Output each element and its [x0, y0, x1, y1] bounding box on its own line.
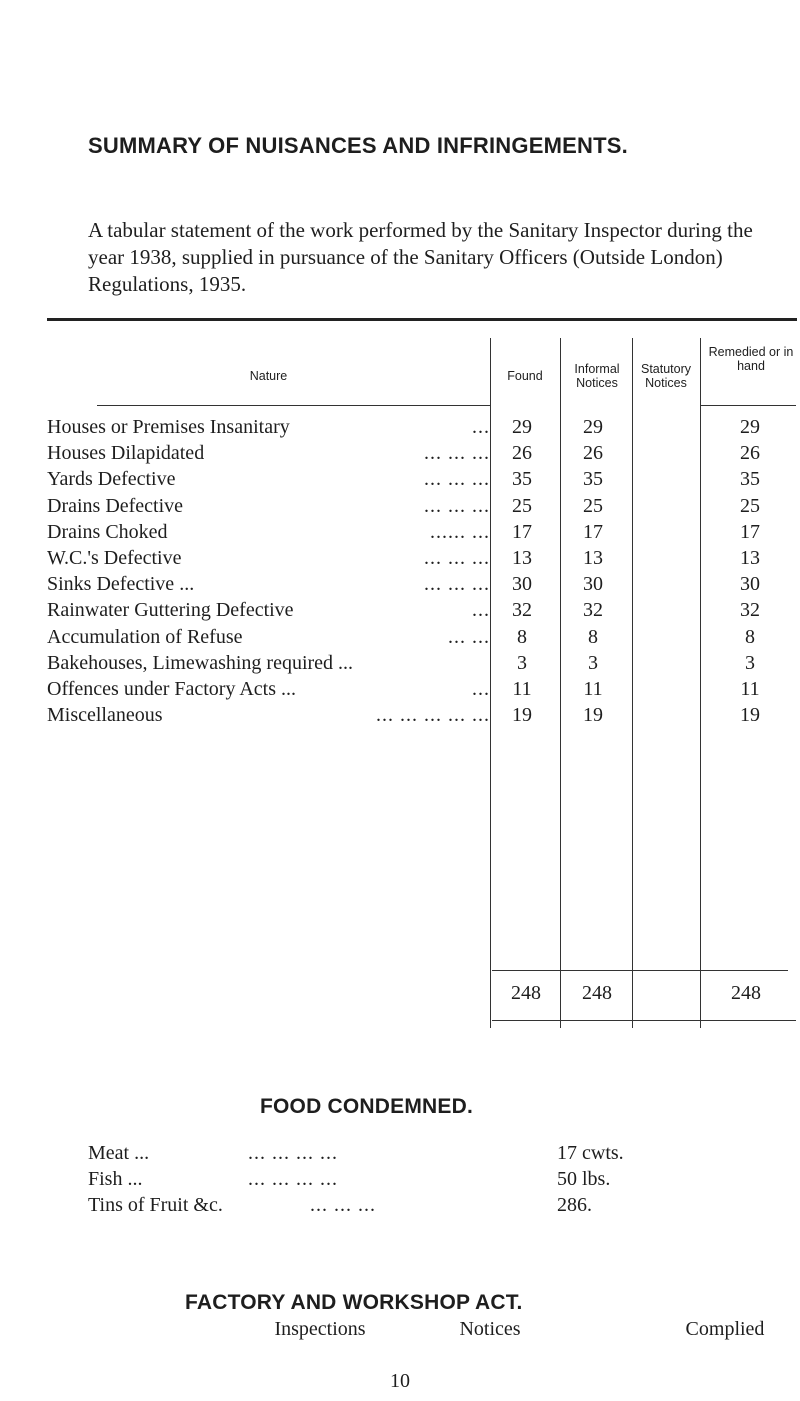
- food-value: 17 cwts.: [557, 1142, 624, 1164]
- list-item: [88, 1194, 648, 1220]
- cell-informal: 29: [583, 416, 603, 438]
- food-heading: FOOD CONDEMNED.: [260, 1095, 473, 1118]
- leader-dots: ...: [472, 599, 490, 621]
- cell-informal: 3: [588, 652, 598, 674]
- total-remedied: 248: [731, 982, 761, 1004]
- total-found: 248: [511, 982, 541, 1004]
- row-label: Houses Dilapidated: [47, 442, 205, 464]
- cell-remedied: 13: [740, 547, 760, 569]
- table-row: [47, 626, 795, 652]
- cell-remedied: 32: [740, 599, 760, 621]
- row-label: Drains Choked: [47, 521, 168, 543]
- cell-found: 30: [512, 573, 532, 595]
- cell-remedied: 8: [745, 626, 755, 648]
- row-label: W.C.'s Defective: [47, 547, 182, 569]
- leader-dots: ...: [472, 678, 490, 700]
- table-row: [47, 495, 795, 521]
- leader-dots: ... ... ...: [424, 573, 490, 595]
- col-header-nature: Nature: [249, 369, 288, 383]
- table-row: [47, 442, 795, 468]
- cell-informal: 35: [583, 468, 603, 490]
- leader-dots: ... ... ... ...: [248, 1168, 338, 1190]
- col-header-complied: Complied: [685, 1318, 765, 1340]
- cell-found: 17: [512, 521, 532, 543]
- cell-found: 26: [512, 442, 532, 464]
- cell-informal: 25: [583, 495, 603, 517]
- list-item: [88, 1168, 648, 1194]
- cell-remedied: 11: [740, 678, 760, 700]
- cell-found: 29: [512, 416, 532, 438]
- total-informal: 248: [582, 982, 612, 1004]
- col-header-informal: Informal Notices: [574, 362, 620, 390]
- table-row: [47, 521, 795, 547]
- leader-dots: ...... ...: [430, 521, 490, 543]
- table-row: [47, 678, 795, 704]
- header-rule: [700, 405, 796, 406]
- row-label: Accumulation of Refuse: [47, 626, 243, 648]
- table-top-rule: [47, 318, 797, 321]
- page-title: SUMMARY OF NUISANCES AND INFRINGEMENTS.: [88, 133, 628, 158]
- leader-dots: ... ... ...: [424, 547, 490, 569]
- leader-dots: ... ... ... ... ...: [376, 704, 490, 726]
- cell-found: 19: [512, 704, 532, 726]
- table-row: [47, 599, 795, 625]
- col-header-found: Found: [507, 369, 543, 383]
- totals-bottom-rule: [492, 1020, 796, 1021]
- cell-found: 32: [512, 599, 532, 621]
- food-label: Fish ...: [88, 1168, 143, 1190]
- row-label: Bakehouses, Limewashing required ...: [47, 652, 354, 674]
- cell-informal: 32: [583, 599, 603, 621]
- cell-informal: 19: [583, 704, 603, 726]
- row-label: Offences under Factory Acts ...: [47, 678, 297, 700]
- cell-informal: 30: [583, 573, 603, 595]
- leader-dots: ... ... ...: [424, 442, 490, 464]
- col-header-notices: Notices: [459, 1318, 521, 1340]
- table-row: [47, 468, 795, 494]
- intro-paragraph: A tabular statement of the work performed by the Sanitary Inspector during the year 1938, supplied in pursuance of the Sanitary Officers (Outside London) Regulations, 1935.: [88, 218, 753, 296]
- page-number: 10: [390, 1370, 410, 1392]
- table-row: [47, 652, 795, 678]
- cell-informal: 8: [588, 626, 598, 648]
- leader-dots: ... ... ...: [424, 495, 490, 517]
- food-value: 286.: [557, 1194, 592, 1216]
- cell-remedied: 17: [740, 521, 760, 543]
- row-label: Houses or Premises Insanitary: [47, 416, 290, 438]
- food-label: Meat ...: [88, 1142, 150, 1164]
- cell-found: 8: [517, 626, 527, 648]
- table-row: [47, 704, 795, 730]
- cell-informal: 26: [583, 442, 603, 464]
- col-header-remedied: Remedied or in hand: [708, 345, 794, 373]
- leader-dots: ... ... ... ...: [248, 1142, 338, 1164]
- row-label: Sinks Defective ...: [47, 573, 195, 595]
- cell-found: 35: [512, 468, 532, 490]
- factory-heading: FACTORY AND WORKSHOP ACT.: [185, 1291, 523, 1314]
- table-row: [47, 573, 795, 599]
- row-label: Drains Defective: [47, 495, 184, 517]
- food-label: Tins of Fruit &c.: [88, 1194, 223, 1216]
- cell-remedied: 25: [740, 495, 760, 517]
- food-value: 50 lbs.: [557, 1168, 611, 1190]
- cell-informal: 13: [583, 547, 603, 569]
- leader-dots: ... ... ...: [424, 468, 490, 490]
- row-label: Yards Defective: [47, 468, 176, 490]
- table-row: [47, 416, 795, 442]
- header-rule: [97, 405, 490, 406]
- cell-found: 25: [512, 495, 532, 517]
- totals-top-rule: [492, 970, 788, 971]
- cell-remedied: 29: [740, 416, 760, 438]
- cell-found: 13: [512, 547, 532, 569]
- row-label: Rainwater Guttering Defective: [47, 599, 294, 621]
- cell-found: 11: [512, 678, 532, 700]
- table-row: [47, 547, 795, 573]
- col-header-statutory: Statutory Notices: [640, 362, 692, 390]
- cell-found: 3: [517, 652, 527, 674]
- leader-dots: ... ... ...: [310, 1194, 376, 1216]
- cell-informal: 11: [583, 678, 603, 700]
- cell-informal: 17: [583, 521, 603, 543]
- cell-remedied: 35: [740, 468, 760, 490]
- cell-remedied: 3: [745, 652, 755, 674]
- cell-remedied: 30: [740, 573, 760, 595]
- cell-remedied: 26: [740, 442, 760, 464]
- leader-dots: ... ...: [448, 626, 490, 648]
- cell-remedied: 19: [740, 704, 760, 726]
- col-header-inspections: Inspections: [274, 1318, 366, 1340]
- leader-dots: ...: [472, 416, 490, 438]
- row-label: Miscellaneous: [47, 704, 163, 726]
- list-item: [88, 1142, 648, 1168]
